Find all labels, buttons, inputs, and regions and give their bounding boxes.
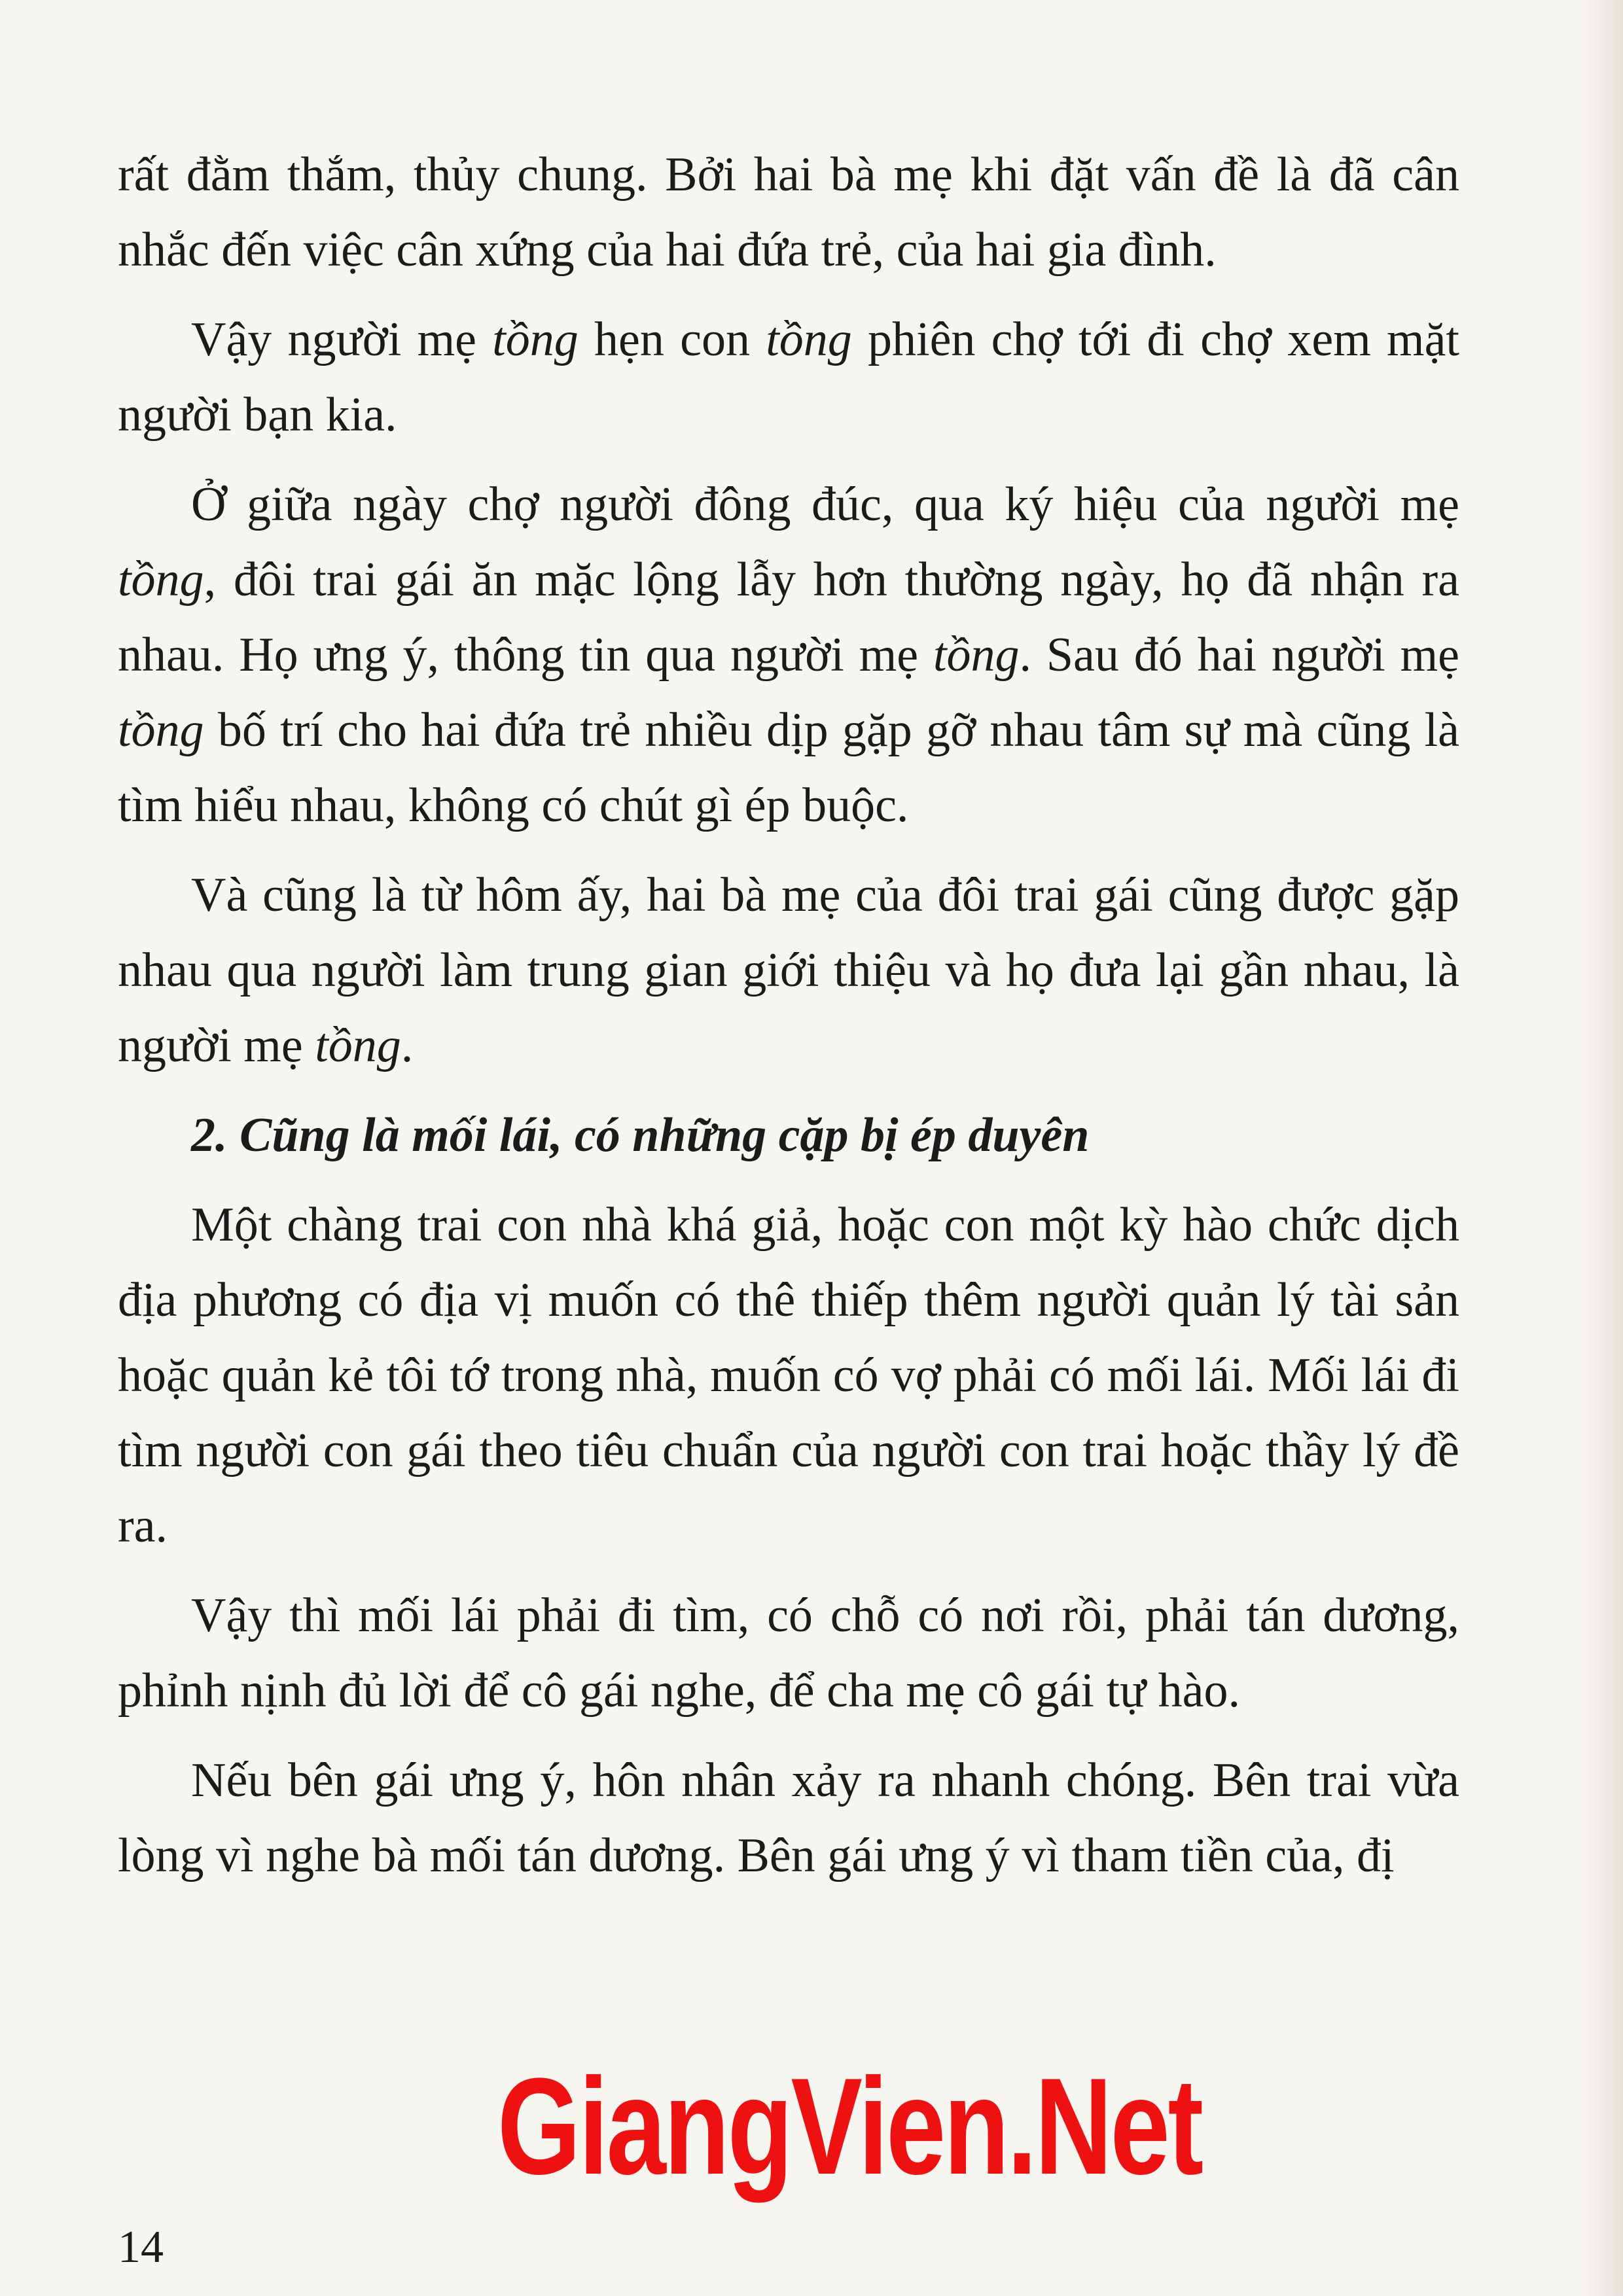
page-body xyxy=(118,137,1459,1908)
section-one xyxy=(118,137,1459,1084)
paragraph xyxy=(118,467,1459,843)
page-edge-shadow xyxy=(1584,0,1623,2296)
text-run: Vậy người mẹ xyxy=(191,313,493,366)
paragraph xyxy=(118,1188,1459,1564)
paragraph xyxy=(118,1578,1459,1729)
italic-term: tồng xyxy=(118,703,204,757)
section-heading: 2. Cũng là mối lái, có những cặp bị ép duyên xyxy=(191,1108,1090,1162)
text-run: Nếu bên gái ưng ý, hôn nhân xảy ra nhanh chóng. Bên trai vừa lòng vì nghe bà mối tán dương. Bên gái ưng ý vì tham tiền của, đị xyxy=(118,1754,1459,1882)
text-run: phiên chợ tới đi chợ xem mặt người bạn kia. xyxy=(118,313,1459,442)
section-two xyxy=(118,1188,1459,1894)
paragraph xyxy=(118,858,1459,1084)
page-number: 14 xyxy=(118,2222,164,2272)
text-run: hẹn con xyxy=(578,313,766,366)
paragraph xyxy=(118,1743,1459,1894)
paragraph xyxy=(118,137,1459,288)
text-run: . Sau đó hai người mẹ xyxy=(1019,628,1459,682)
watermark-logo: GiangVien.Net xyxy=(497,2049,1202,2203)
italic-term: tồng xyxy=(118,553,204,607)
text-run: Một chàng trai con nhà khá giả, hoặc con một kỳ hào chức dịch địa phương có địa vị muốn có thê thiếp thêm người quản lý tài sản hoặc quản kẻ tôi tớ trong nhà, muốn có vợ phải có mối lái. Mối lái đi tìm người con gái theo tiêu chuẩn của người con trai hoặc thầy lý đề ra. xyxy=(118,1198,1459,1553)
text-run: bố trí cho hai đứa trẻ nhiều dịp gặp gỡ nhau tâm sự mà cũng là tìm hiểu nhau, không có chút gì ép buộc. xyxy=(118,703,1459,832)
text-run: rất đằm thắm, thủy chung. Bởi hai bà mẹ khi đặt vấn đề là đã cân nhắc đến việc cân xứng của hai đứa trẻ, của hai gia đình. xyxy=(118,148,1459,277)
italic-term: tồng xyxy=(492,313,579,366)
text-run: . xyxy=(401,1019,414,1072)
text-run: Ở giữa ngày chợ người đông đúc, qua ký hiệu của người mẹ xyxy=(191,478,1459,531)
italic-term: tồng xyxy=(315,1019,401,1072)
paragraph xyxy=(118,302,1459,453)
text-run: , đôi trai gái ăn mặc lộng lẫy hơn thường ngày, họ đã nhận ra nhau. Họ ưng ý, thông tin qua người mẹ xyxy=(118,553,1459,682)
text-run: Và cũng là từ hôm ấy, hai bà mẹ của đôi trai gái cũng được gặp nhau qua người làm trung gian giới thiệu và họ đưa lại gần nhau, là người mẹ xyxy=(118,868,1459,1072)
italic-term: tồng xyxy=(933,628,1020,682)
italic-term: tồng xyxy=(766,313,852,366)
text-run: Vậy thì mối lái phải đi tìm, có chỗ có nơi rồi, phải tán dương, phỉnh nịnh đủ lời để cô gái nghe, để cha mẹ cô gái tự hào. xyxy=(118,1589,1459,1718)
